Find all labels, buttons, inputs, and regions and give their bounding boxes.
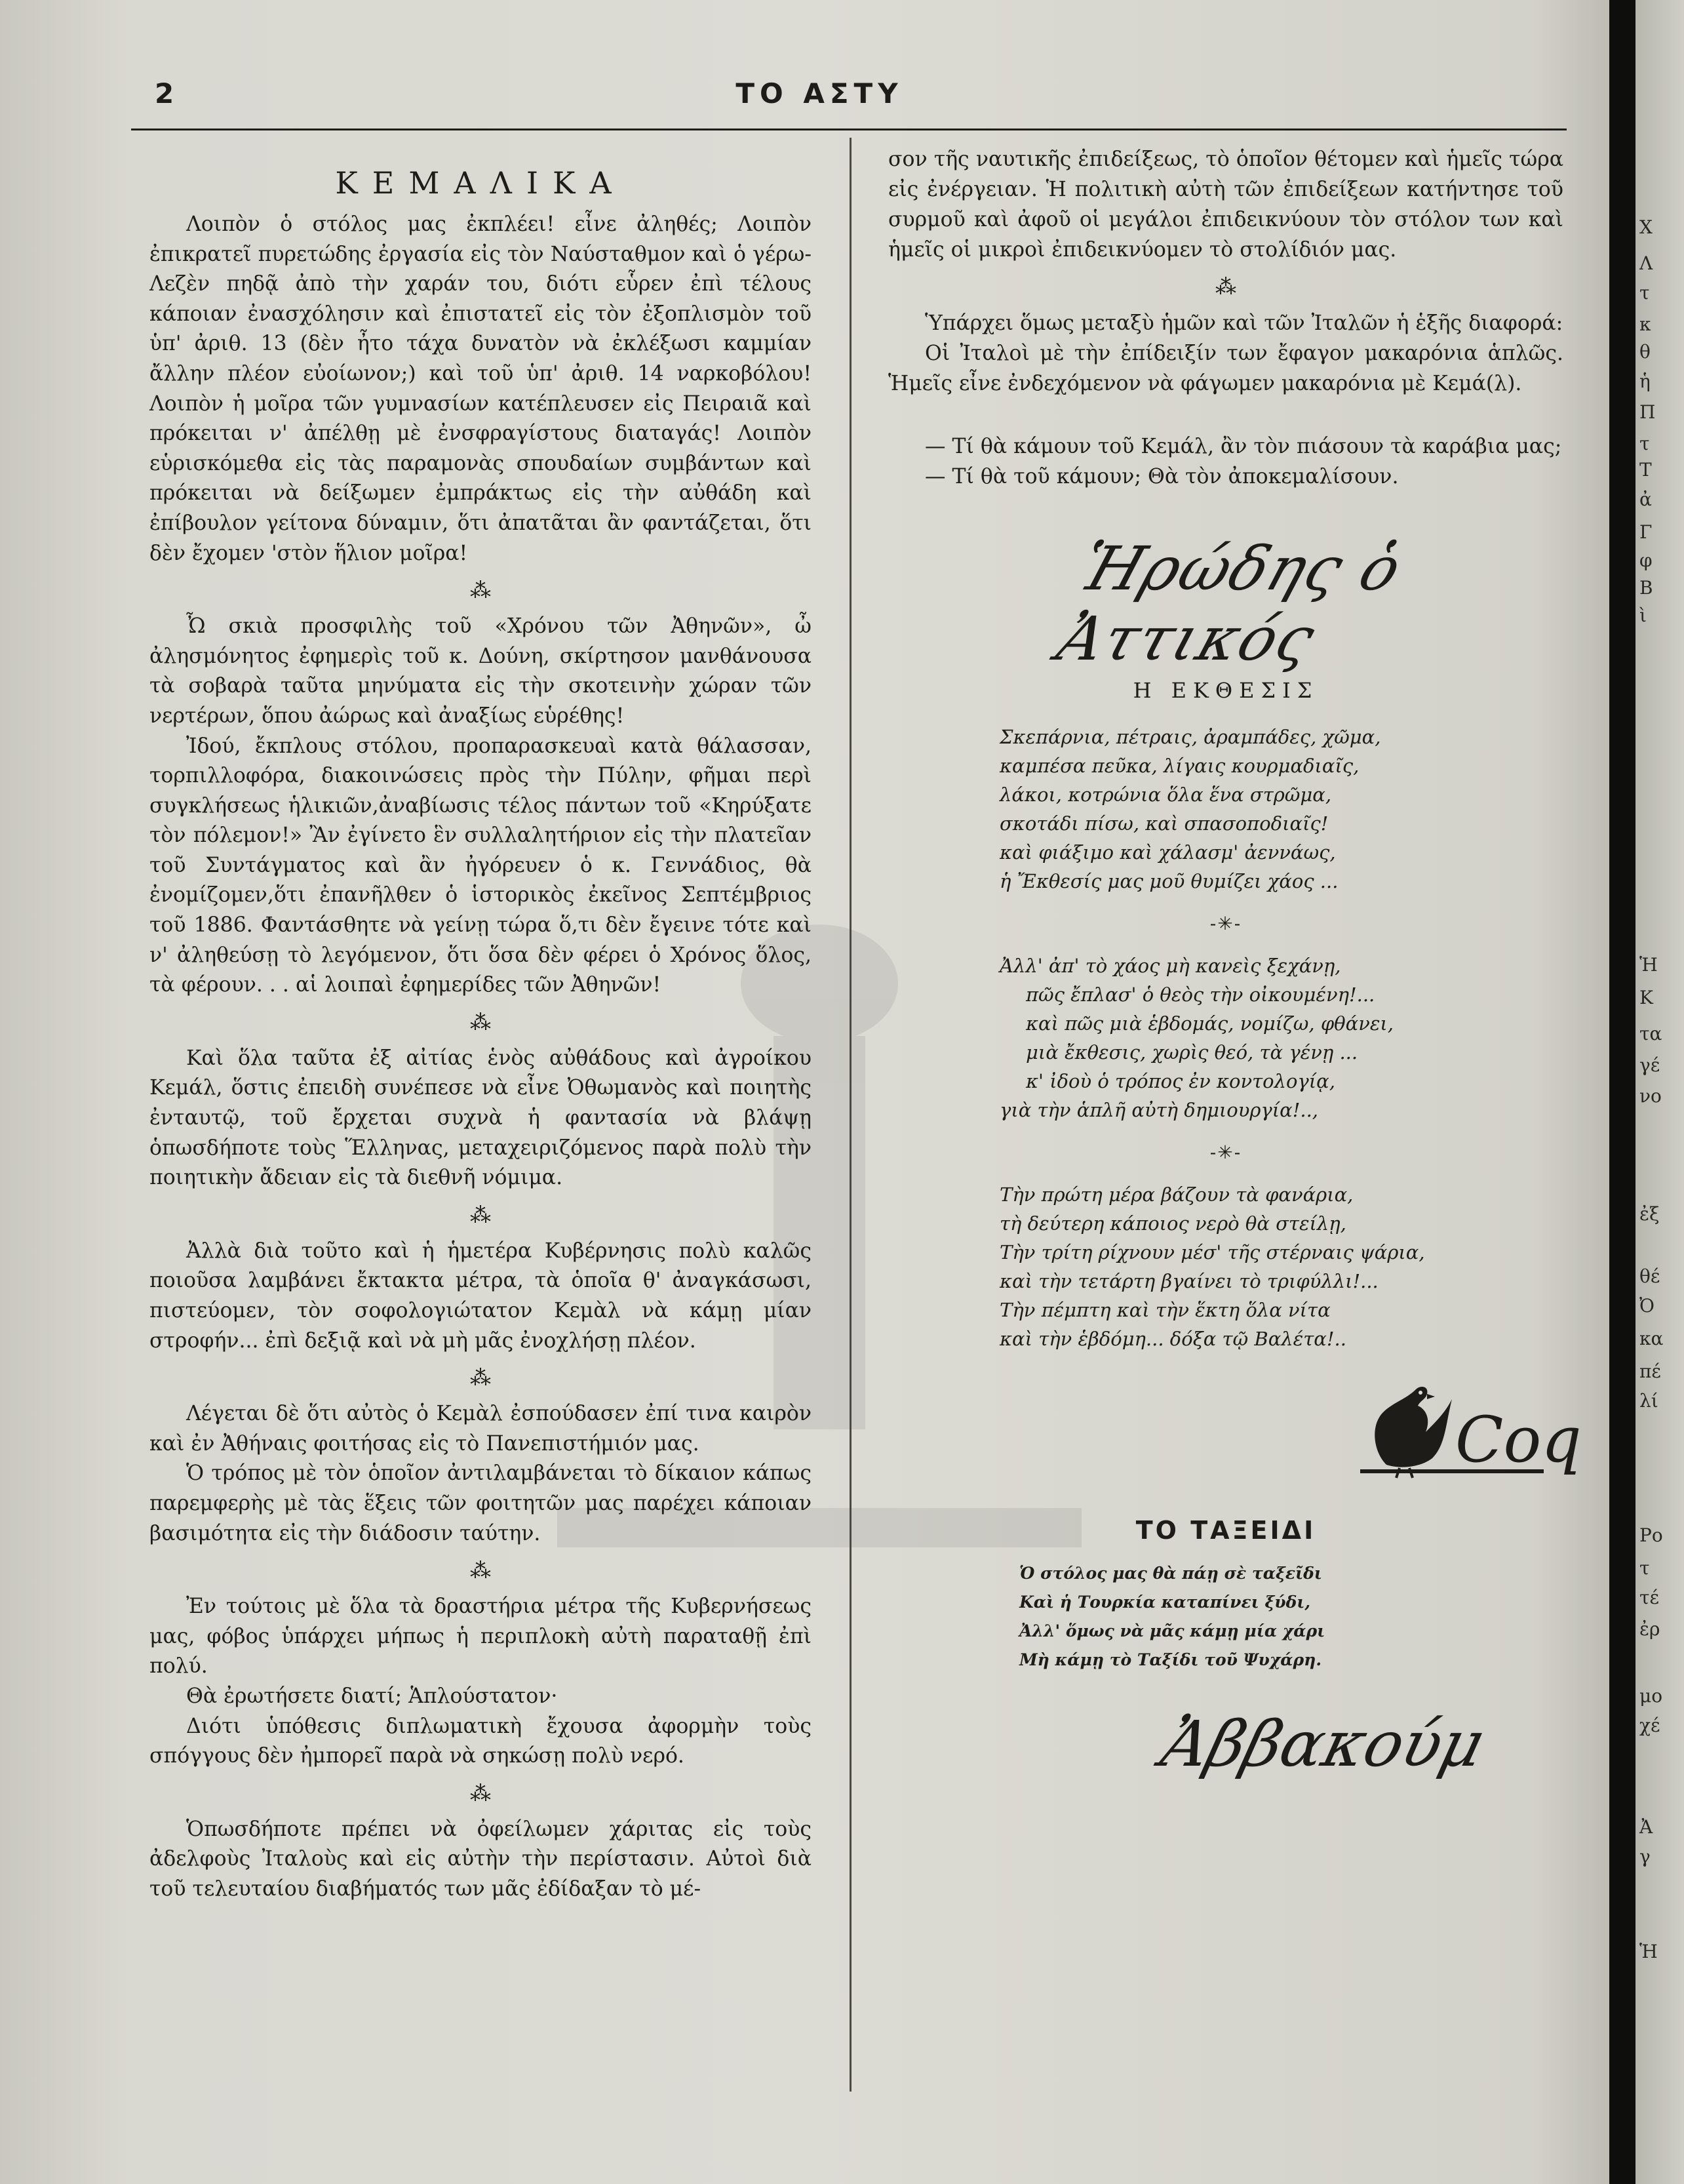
poem-line: πῶς ἔπλασ' ὁ θεὸς τὴν οἰκουμένη!... bbox=[1026, 983, 1375, 1006]
poem-divider: -✳- bbox=[1209, 1142, 1242, 1163]
verse-line: Ὁ στόλος μας θὰ πάῃ σὲ ταξεῖδι bbox=[1019, 1564, 1322, 1583]
coq-signature: Coq bbox=[1455, 1403, 1582, 1477]
poem-line: καὶ πῶς μιὰ ἑβδομάς, νομίζω, φθάνει, bbox=[1026, 1012, 1394, 1035]
asterism: ⁂ bbox=[470, 1009, 491, 1035]
dialogue-line: — Τί θὰ τοῦ κάμουν; Θὰ τὸν ἀποκεμαλίσουν. bbox=[925, 465, 1399, 488]
signature-herodes bbox=[888, 521, 1563, 674]
fragment: τ bbox=[1639, 1557, 1650, 1579]
fragment: Ρο bbox=[1639, 1524, 1663, 1546]
masthead-title: ΤΟ ΑΣΤΥ bbox=[735, 77, 903, 109]
paragraph: Καὶ ὅλα ταῦτα ἐξ αἰτίας ἑνὸς αὐθάδους καὶ ἀγροίκου Κεμάλ, ὅστις ἐπειδὴ συνέπεσε νὰ εἶνε Ὀθωμανὸς καὶ ποιητὴς ἐνταυτῷ, τοῦ ἔρχεται συχνὰ ἡ φαντασία νὰ βλάψῃ ὁπωσδήποτε τοὺς Ἕλληνας, μεταχειριζόμενος παρὰ πολὺ τὴν ποιητικὴν ἄδειαν εἰς τὰ διεθνῆ νόμιμα. bbox=[149, 1046, 812, 1190]
fragment: Κ bbox=[1639, 987, 1653, 1008]
fragment: τ bbox=[1639, 282, 1650, 304]
fragment: Ὀ bbox=[1639, 1295, 1655, 1317]
verse-line: Ἀλλ' ὅμως νὰ μᾶς κάμῃ μία χάρι bbox=[1019, 1621, 1325, 1640]
fragment: λί bbox=[1639, 1390, 1658, 1412]
paragraph: Ὑπάρχει ὅμως μεταξὺ ἡμῶν καὶ τῶν Ἰταλῶν ἡ ἑξῆς διαφορά: bbox=[925, 311, 1563, 335]
poem-line: καὶ φιάξιμο καὶ χάλασμ' ἀεννάως, bbox=[1000, 841, 1336, 864]
poem-divider: -✳- bbox=[1209, 913, 1242, 934]
left-column bbox=[149, 151, 812, 1905]
paragraph: Ὁ τρόπος μὲ τὸν ὁποῖον ἀντιλαμβάνεται τὸ δίκαιον κάπως παρεμφερὴς μὲ τὰς ἕξεις τῶν φοιτητῶν μας παρέχει κάποιαν βασιμότητα εἰς τὴν διάδοσιν ταύτην. bbox=[149, 1461, 812, 1545]
fragment: κ bbox=[1639, 313, 1651, 335]
fragment: μο bbox=[1639, 1685, 1663, 1707]
signature-text: Ἀββακούμ bbox=[1154, 1707, 1492, 1781]
fragment: γέ bbox=[1639, 1054, 1660, 1076]
paragraph: Οἱ Ἰταλοὶ μὲ τὴν ἐπίδειξίν των ἔφαγον μακαρόνια ἁπλῶς. Ἡμεῖς εἶνε ἐνδεχόμενον νὰ φάγωμεν μακαρόνια μὲ Κεμά(λ). bbox=[888, 342, 1563, 395]
fragment: ἐρ bbox=[1639, 1618, 1660, 1640]
fragment: θέ bbox=[1639, 1265, 1660, 1287]
paragraph: Λοιπὸν ὁ στόλος μας ἐκπλέει! εἶνε ἀληθές; Λοιπὸν ἐπικρατεῖ πυρετώδης ἐργασία εἰς τὸν Ναύσταθμον καὶ ὁ γέρω-Λεζὲν πηδᾷ ἀπὸ τὴν χαράν του, διότι εὗρεν ἐπὶ τέλους κάποιαν ἐνασχόλησιν καὶ ἐπιστατεῖ εἰς τὸν ἐξοπλισμὸν τοῦ ὑπ' ἀριθ. 13 (δὲν ἦτο τάχα δυνατὸν νὰ ἐκλέξωσι καμμίαν ἄλλην πλέον εὐοίωνον;) καὶ τοῦ ὑπ' ἀριθ. 14 ναρκοβόλου! Λοιπὸν ἡ μοῖρα τῶν γυμνασίων κατέπλευσεν εἰς Πειραιᾶ καὶ πρόκειται ν' ἀπέλθῃ μὲ ἐνσφραγίστους διαταγάς! Λοιπὸν εὑρισκόμεθα εἰς τὰς παραμονὰς σπουδαίων συμβάντων καὶ πρόκειται νὰ δείξωμεν ἐμπράκτως εἰς τὴν αὐθάδη καὶ ἐπίβουλον γείτονα δύναμιν, ὅτι ἀπατᾶται ἂν φαντάζεται, ὅτι δὲν ἔχομεν 'στὸν ἥλιον μοῖρα! bbox=[149, 212, 812, 565]
poem-line: ἡ Ἔκθεσίς μας μοῦ θυμίζει χάος ... bbox=[1000, 870, 1339, 892]
section-title-kemalika: ΚΕΜΑΛΙΚΑ bbox=[335, 165, 626, 201]
taxidi-verse bbox=[1019, 1559, 1563, 1675]
fragment: φ bbox=[1639, 549, 1653, 571]
fragment: Χ bbox=[1639, 216, 1653, 238]
signature-text: Ἡρώδης ὁ Ἀττικός bbox=[1049, 534, 1411, 674]
asterism: ⁂ bbox=[470, 1365, 491, 1391]
fragment: ἡ bbox=[1639, 370, 1651, 392]
asterism: ⁂ bbox=[1215, 274, 1236, 299]
paragraph: Θὰ ἐρωτήσετε διατί; Ἁπλούστατον· bbox=[186, 1684, 558, 1708]
fragment: Ἀ bbox=[1639, 1816, 1653, 1838]
fragment: Ἡ bbox=[1639, 954, 1658, 976]
fragment: γ bbox=[1639, 1846, 1651, 1867]
binding-gutter bbox=[1609, 0, 1635, 2184]
fragment: θ bbox=[1639, 341, 1651, 363]
fragment: Π bbox=[1639, 401, 1656, 423]
poem-line: λάκοι, κοτρώνια ὅλα ἕνα στρῶμα, bbox=[1000, 784, 1332, 806]
paragraph: Ὦ σκιὰ προσφιλὴς τοῦ «Χρόνου τῶν Ἀθηνῶν», ὦ ἀλησμόνητος ἐφημερὶς τοῦ κ. Δούνη, σκίρτησον μανθάνουσα τὰ σοβαρὰ ταῦτα μηνύματα εἰς τὴν σκοτεινὴν χώραν τῶν νερτέρων, ὅπου ἀώρως καὶ ἀναξίως εὑρέθης! bbox=[149, 614, 812, 728]
signature-avvakoum bbox=[888, 1694, 1563, 1812]
poem-line: Ἀλλ' ἀπ' τὸ χάος μὴ κανεὶς ξεχάνῃ, bbox=[1000, 955, 1341, 977]
column-divider bbox=[850, 138, 852, 2092]
poem-line: Τὴν τρίτη ρίχνουν μέσ' τῆς στέρναις ψάρια, bbox=[1000, 1241, 1425, 1263]
poem-line: Σκεπάρνια, πέτραις, ἀραμπάδες, χῶμα, bbox=[1000, 726, 1381, 748]
poem-line: καὶ τὴν ἑβδόμη... δόξα τῷ Βαλέτα!.. bbox=[1000, 1328, 1346, 1350]
poem-title: Η ΕΚΘΕΣΙΣ bbox=[1133, 678, 1319, 703]
poem-line: Τὴν πέμπτη καὶ τὴν ἕκτη ὅλα νίτα bbox=[1000, 1299, 1331, 1321]
taxidi-title: ΤΟ ΤΑΞΕΙΔΙ bbox=[1135, 1516, 1316, 1545]
fragment: ἀ bbox=[1639, 488, 1652, 510]
poem-line: τὴ δεύτερη κάποιος νερὸ θὰ στείλῃ, bbox=[1000, 1212, 1346, 1235]
adjacent-page-edge bbox=[1635, 0, 1684, 2184]
coq-emblem bbox=[888, 1373, 1582, 1484]
poem-stanza-2 bbox=[1000, 951, 1563, 1124]
paragraph: Ἀλλὰ διὰ τοῦτο καὶ ἡ ἡμετέρα Κυβέρνησις πολὺ καλῶς ποιοῦσα λαμβάνει ἔκτακτα μέτρα, τὰ ὁποῖα θ' ἀναγκάσωσι, πιστεύομεν, τὸν σοφολογιώτατον Κεμὰλ νὰ κάμῃ μίαν στροφήν... ἐπὶ δεξιᾷ καὶ νὰ μὴ μᾶς ἐνοχλήσῃ πλέον. bbox=[149, 1239, 812, 1353]
paragraph: σον τῆς ναυτικῆς ἐπιδείξεως, τὸ ὁποῖον θέτομεν καὶ ἡμεῖς τώρα εἰς ἐνέργειαν. Ἡ πολιτικὴ αὐτὴ τῶν ἐπιδείξεων κατήντησε τοῦ συρμοῦ καὶ ἀφοῦ οἱ μεγάλοι ἐπιδεικνύουν τὸν στόλον των καὶ ἡμεῖς οἱ μικροὶ ἐπιδεικνύομεν τὸ στολίδιόν μας. bbox=[888, 148, 1563, 262]
poem-line: σκοτάδι πίσω, καὶ σπασοποδιαῖς! bbox=[1000, 812, 1329, 835]
fragment: Τ bbox=[1639, 459, 1652, 481]
fragment: νο bbox=[1639, 1085, 1662, 1107]
poem-line: Τὴν πρώτη μέρα βάζουν τὰ φανάρια, bbox=[1000, 1183, 1354, 1206]
poem-line: μιὰ ἔκθεσις, χωρὶς θεό, τὰ γένῃ ... bbox=[1026, 1041, 1358, 1063]
fragment: κα bbox=[1639, 1328, 1664, 1349]
fragment: τέ bbox=[1639, 1587, 1659, 1608]
verse-line: Μὴ κάμῃ τὸ Ταξίδι τοῦ Ψυχάρη. bbox=[1019, 1650, 1322, 1669]
paragraph: Ἐν τούτοις μὲ ὅλα τὰ δραστήρια μέτρα τῆς Κυβερνήσεως μας, φόβος ὑπάρχει μήπως ἡ περιπλοκὴ αὐτὴ παραταθῇ ἐπὶ πολύ. bbox=[149, 1595, 812, 1678]
fragment: Β bbox=[1639, 577, 1653, 599]
paragraph: Διότι ὑπόθεσις διπλωματικὴ ἔχουσα ἀφορμὴν τοὺς σπόγγους δὲν ἠμπορεῖ παρὰ νὰ σηκώσῃ πολὺ νερό. bbox=[149, 1714, 812, 1768]
asterism: ⁂ bbox=[470, 578, 491, 603]
asterism: ⁂ bbox=[470, 1558, 491, 1583]
fragment: Ἡ bbox=[1639, 1941, 1658, 1962]
fragment: Γ bbox=[1639, 521, 1653, 543]
paragraph: Λέγεται δὲ ὅτι αὐτὸς ὁ Κεμὰλ ἐσπούδασεν ἐπί τινα καιρὸν καὶ ἐν Ἀθήναις φοιτήσας εἰς τὸ Πανεπιστήμιόν μας. bbox=[149, 1402, 812, 1456]
header-rule bbox=[131, 129, 1567, 130]
dialogue-line: — Τί θὰ κάμουν τοῦ Κεμάλ, ἂν τὸν πιάσουν τὰ καράβια μας; bbox=[925, 435, 1562, 458]
poem-stanza-1 bbox=[1000, 723, 1563, 896]
fragment: τα bbox=[1639, 1023, 1662, 1044]
rooster-logo-icon bbox=[1347, 1373, 1582, 1484]
fragment: τ bbox=[1639, 433, 1650, 454]
poem-stanza-3 bbox=[1000, 1180, 1563, 1353]
fragment: πέ bbox=[1639, 1360, 1661, 1382]
verse-line: Καὶ ἡ Τουρκία καταπίνει ξύδι, bbox=[1019, 1593, 1311, 1612]
page-number: 2 bbox=[155, 77, 174, 109]
fragment: Λ bbox=[1639, 252, 1653, 274]
fragment: ὶ bbox=[1639, 605, 1647, 626]
asterism: ⁂ bbox=[470, 1780, 491, 1806]
fragment: ἐξ bbox=[1639, 1203, 1660, 1225]
paragraph: Ὁπωσδήποτε πρέπει νὰ ὀφείλωμεν χάριτας εἰς τοὺς ἀδελφοὺς Ἰταλοὺς καὶ εἰς αὐτὴν τὴν περίστασιν. Αὐτοὶ διὰ τοῦ τελευταίου διαβήματός των μᾶς ἐδίδαξαν τὸ μέ- bbox=[149, 1817, 812, 1901]
poem-line: καὶ τὴν τετάρτη βγαίνει τὸ τριφύλλι!... bbox=[1000, 1270, 1379, 1292]
poem-line: καμπέσα πεῦκα, λίγαις κουρμαδιαῖς, bbox=[1000, 755, 1360, 777]
paragraph: Ἰδού, ἔκπλους στόλου, προπαρασκευαὶ κατὰ θάλασσαν, τορπιλλοφόρα, διακοινώσεις πρὸς τὴν Πύλην, φῆμαι περὶ συγκλήσεως ἡλικιῶν,ἀναβίωσις τέλος πάντων τοῦ «Κηρύξατε τὸν πόλεμον!» Ἂν ἐγίνετο ἓν συλλαλητήριον εἰς τὴν πλατεῖαν τοῦ Συντάγματος καὶ ἂν ἠγόρευεν ὁ κ. Γεννάδιος, θὰ ἐνομίζομεν,ὅτι ἐπανῆλθεν ὁ ἱστορικὸς ἐκεῖνος Σεπτέμβριος τοῦ 1886. Φαντάσθητε νὰ γείνῃ τώρα ὅ,τι δὲν ἔγεινε τότε καὶ ν' ἀληθεύσῃ τὸ λεγόμενον, ὅτι ὅσα δὲν φέρει ὁ Χρόνος ὅλος, τὰ φέρουν. . . αἱ λοιπαὶ ἐφημερίδες τῶν Ἀθηνῶν! bbox=[149, 734, 812, 997]
right-column bbox=[888, 144, 1582, 1812]
asterism: ⁂ bbox=[470, 1202, 491, 1227]
poem-line: κ' ἰδοὺ ὁ τρόπος ἐν κοντολογίᾳ, bbox=[1026, 1070, 1335, 1092]
poem-line: γιὰ τὴν ἁπλῆ αὐτὴ δημιουργία!.., bbox=[1000, 1099, 1319, 1121]
fragment: χέ bbox=[1639, 1715, 1660, 1736]
